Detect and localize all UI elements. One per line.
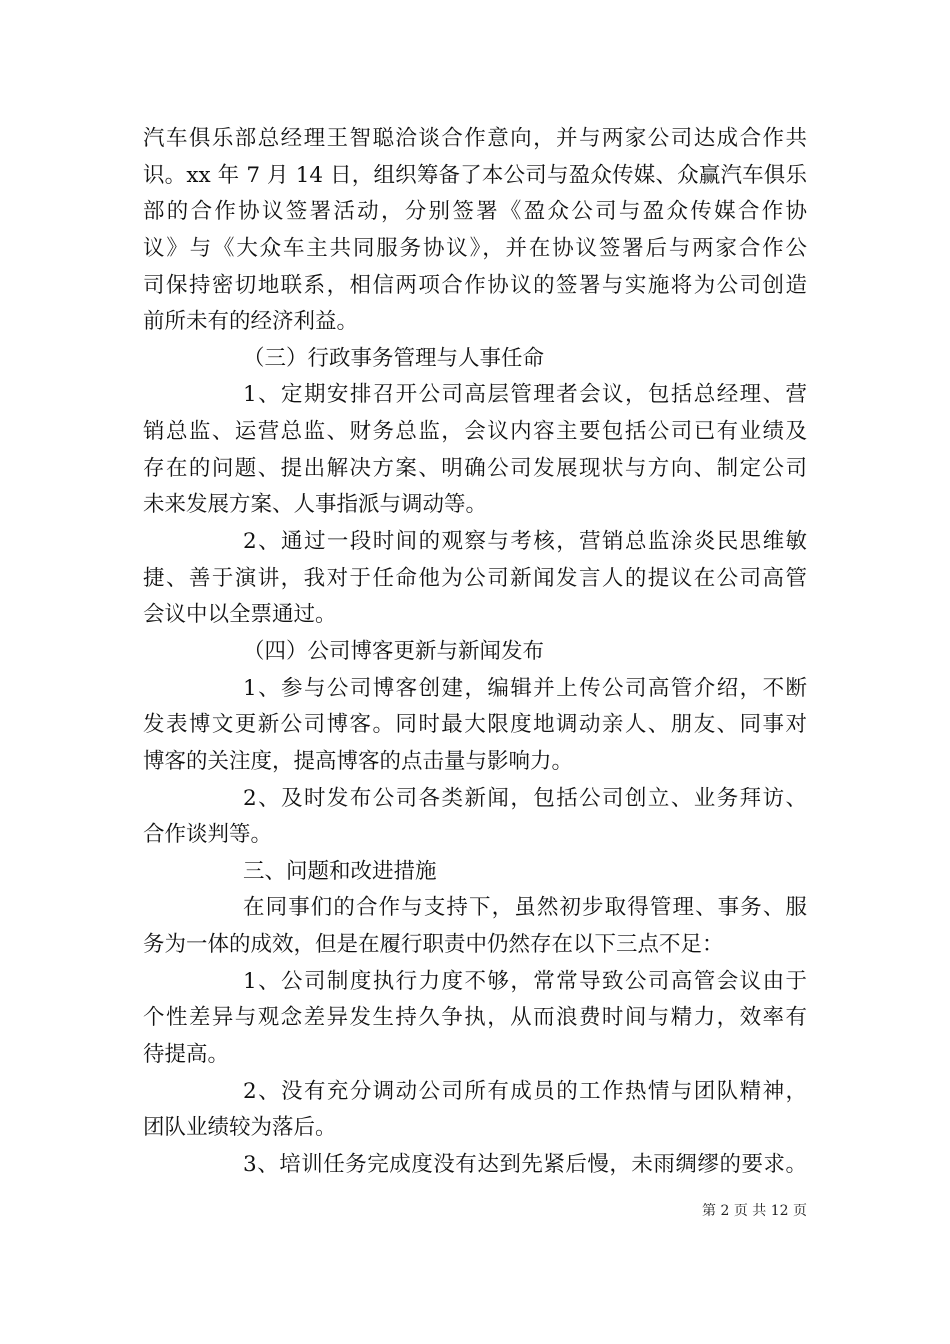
- text-line: 博客的关注度，提高博客的点击量与影响力。: [143, 748, 574, 774]
- text-line: 个性差异与观念差异发生持久争执，从而浪费时间与精力，效率有: [143, 1005, 807, 1031]
- text-line: 1、公司制度执行力度不够，常常导致公司高管会议由于: [243, 968, 807, 994]
- text-line: 议》与《大众车主共同服务协议》，并在协议签署后与两家合作公: [143, 235, 807, 261]
- text-line: 存在的问题、提出解决方案、明确公司发展现状与方向、制定公司: [143, 455, 807, 481]
- text-line: 3、培训任务完成度没有达到先紧后慢，未雨绸缪的要求。: [243, 1151, 807, 1177]
- text-line: 2、没有充分调动公司所有成员的工作热情与团队精神，: [243, 1078, 807, 1104]
- section-heading-problems: 三、问题和改进措施: [243, 858, 437, 884]
- text-line: 务为一体的成效，但是在履行职责中仍然存在以下三点不足：: [143, 932, 724, 958]
- text-line: 2、通过一段时间的观察与考核，营销总监涂炎民思维敏: [243, 529, 807, 555]
- text-line: 捷、善于演讲，我对于任命他为公司新闻发言人的提议在公司高管: [143, 565, 807, 591]
- text-line: 1、定期安排召开公司高层管理者会议，包括总经理、营: [243, 382, 807, 408]
- text-line: 未来发展方案、人事指派与调动等。: [143, 492, 488, 518]
- page-number-footer: 第 2 页 共 12 页: [702, 1203, 807, 1219]
- text-line: 销总监、运营总监、财务总监，会议内容主要包括公司已有业绩及: [143, 419, 807, 445]
- text-line: 司保持密切地联系，相信两项合作协议的签署与实施将为公司创造: [143, 272, 807, 298]
- text-line: 1、参与公司博客创建，编辑并上传公司高管介绍，不断: [243, 675, 807, 701]
- text-line: 发表博文更新公司博客。同时最大限度地调动亲人、朋友、同事对: [143, 712, 807, 738]
- text-line: 前所未有的经济利益。: [143, 309, 359, 335]
- text-line: 识。xx 年 7 月 14 日，组织筹备了本公司与盈众传媒、众赢汽车俱乐: [143, 162, 807, 188]
- text-line: 在同事们的合作与支持下，虽然初步取得管理、事务、服: [243, 895, 807, 921]
- text-line: 2、及时发布公司各类新闻，包括公司创立、业务拜访、: [243, 785, 807, 811]
- document-body: [143, 121, 807, 1184]
- text-line: 待提高。: [143, 1042, 230, 1068]
- text-line: 团队业绩较为落后。: [143, 1115, 337, 1141]
- section-heading-3: （三）行政事务管理与人事任命: [243, 345, 545, 371]
- text-line: 部的合作协议签署活动，分别签署《盈众公司与盈众传媒合作协: [143, 199, 807, 225]
- section-heading-4: （四）公司博客更新与新闻发布: [243, 638, 545, 664]
- text-line: 会议中以全票通过。: [143, 602, 337, 628]
- text-line: 合作谈判等。: [143, 822, 273, 848]
- text-line: 汽车俱乐部总经理王智聪洽谈合作意向，并与两家公司达成合作共: [143, 126, 807, 151]
